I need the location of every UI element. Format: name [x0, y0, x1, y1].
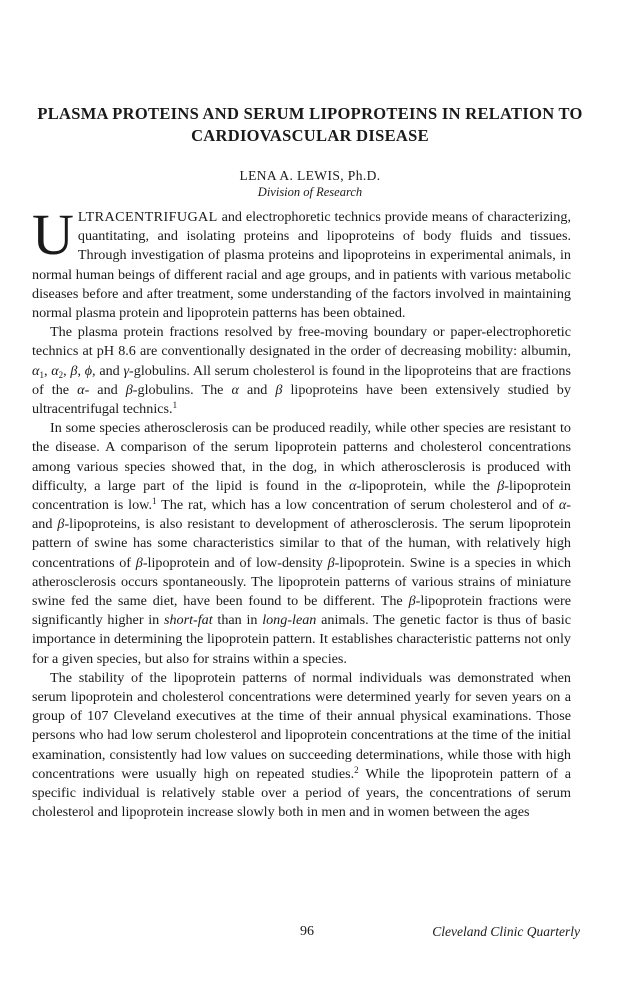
- citation-2: 2: [354, 764, 359, 775]
- page-footer: [32, 924, 580, 944]
- paragraph-1-text: and electrophoretic technics provide means of characterizing, quantitating, and isolating proteins and lipoproteins of body fluids and tissues. Through investigation of plasma proteins and lipoproteins in experimental animals, in normal human beings of different racial and age groups, and in patients with various metabolic diseases before and after treatment, some understanding of the factors involved in maintaining normal plasma protein and lipoprotein patterns has been obtained.: [32, 209, 571, 322]
- paragraph-4: The stability of the lipoprotein patterns of normal individuals was demonstrated when serum lipoprotein and cholesterol concentrations were determined yearly for seven years on a group of 107 Cleveland executives at the time of their annual physical examinations. Those persons who had low serum cholesterol and lipoprotein concentrations at the time of the initial examination, consistently had low values on succeeding determinations, while those with high concentrations were usually high on repeated studies.$^2$ While the lipoprotein pattern of a specific individual is relatively stable over a period of years, the concentrations of serum cholesterol and lipoprotein increase slowly both in men and in women between the ages: [32, 669, 572, 821]
- lead-word: LTRACENTRIFUGAL: [77, 209, 218, 225]
- page-number: 96: [300, 924, 314, 939]
- article-title: PLASMA PROTEINS AND SERUM LIPOPROTEINS IN RELATION TO CARDIOVASCULAR DISEASE: [37, 104, 583, 145]
- paragraph-2: The plasma protein fractions resolved by free-moving boundary or paper-electrophoretic technics at pH 8.6 are conventionally designated in the order of decreasing mobility: albumin, $\alpha_1$, $\alpha_2$, β, ϕ, and γ-globulins. All serum cholesterol is found in the lipoproteins that are fractions of the α- and β-globulins. The α and β lipoproteins have been extensively studied by ultracentrifugal technics.$^1$: [32, 324, 571, 418]
- citation-1: 1: [172, 400, 178, 411]
- author-name: LENA A. LEWIS, Ph.D.: [239, 168, 381, 183]
- paragraph-1: [32, 202, 571, 323]
- paragraph-3: In some species atherosclerosis can be produced readily, while other species are resistant to the disease. A comparison of the serum lipoprotein patterns and cholesterol concentrations among various species showed that, in the dog, in which atherosclerosis is produced with difficulty, a large part of the lipid is found in the α-lipoprotein, while the β-lipoprotein concentration is low.$^1$ The rat, which has a low concentration of serum cholesterol and of α- and β-lipoproteins, is also resistant to development of atherosclerosis. The serum lipoprotein pattern of swine has some characteristics similar to that of the human, with relatively high concentrations of β-lipoprotein and of low-density β-lipoprotein. Swine is a species in which atherosclerosis occurs spontaneously. The lipoprotein patterns of various strains of miniature swine fed the same diet, have been found to be different. The β-lipoprotein fractions were significantly higher in short-fat than in long-lean animals. The genetic factor is thus of basic importance in determining the lipoprotein pattern. It establishes characteristic patterns not only for a given species, but also for strains within a species.: [32, 420, 572, 667]
- author-affiliation: Division of Research: [257, 185, 363, 199]
- drop-cap: U: [32, 202, 74, 267]
- journal-name: Cleveland Clinic Quarterly: [432, 924, 580, 939]
- article-body: [32, 202, 572, 823]
- citation-1: 1: [152, 496, 157, 507]
